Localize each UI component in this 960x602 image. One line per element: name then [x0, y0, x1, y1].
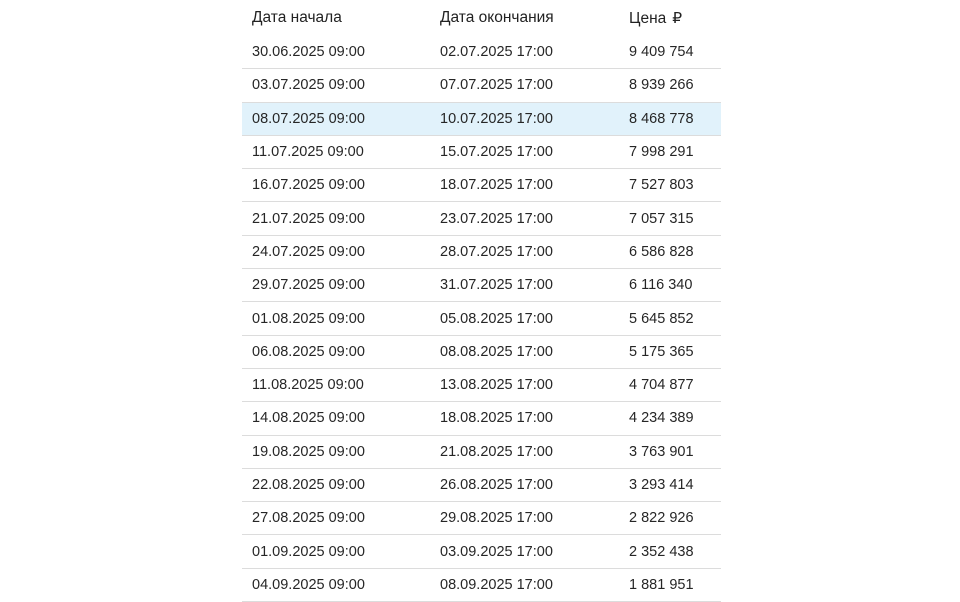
cell-end-date: 13.08.2025 17:00 [440, 377, 553, 394]
cell-end-date: 18.07.2025 17:00 [440, 177, 553, 194]
cell-end-date: 05.08.2025 17:00 [440, 310, 553, 327]
cell-start-date: 01.08.2025 09:00 [252, 310, 365, 327]
cell-end-date: 29.08.2025 17:00 [440, 510, 553, 527]
cell-start-date: 29.07.2025 09:00 [252, 277, 365, 294]
cell-price: 8 468 778 [629, 110, 694, 127]
price-schedule-table [242, 0, 721, 602]
cell-start-date: 19.08.2025 09:00 [252, 443, 365, 460]
cell-price: 3 763 901 [629, 443, 694, 460]
table-row[interactable] [242, 269, 721, 302]
table-row[interactable] [242, 169, 721, 202]
header-price-label: Цена [629, 9, 667, 27]
ruble-icon: ₽ [672, 9, 683, 27]
cell-price: 6 116 340 [629, 277, 693, 294]
table-row[interactable] [242, 336, 721, 369]
table-row[interactable] [242, 236, 721, 269]
table-row[interactable] [242, 69, 721, 102]
cell-end-date: 08.08.2025 17:00 [440, 343, 553, 360]
table-row[interactable] [242, 369, 721, 402]
cell-start-date: 11.08.2025 09:00 [252, 377, 364, 394]
cell-start-date: 24.07.2025 09:00 [252, 243, 365, 260]
cell-start-date: 14.08.2025 09:00 [252, 410, 365, 427]
cell-start-date: 06.08.2025 09:00 [252, 343, 365, 360]
cell-end-date: 31.07.2025 17:00 [440, 277, 553, 294]
cell-end-date: 18.08.2025 17:00 [440, 410, 553, 427]
table-row[interactable] [242, 402, 721, 435]
cell-end-date: 21.08.2025 17:00 [440, 443, 553, 460]
cell-end-date: 02.07.2025 17:00 [440, 44, 553, 61]
table-row[interactable] [242, 469, 721, 502]
cell-start-date: 22.08.2025 09:00 [252, 477, 365, 493]
cell-end-date: 03.09.2025 17:00 [440, 543, 553, 560]
cell-start-date: 04.09.2025 09:00 [252, 576, 365, 593]
cell-start-date: 21.07.2025 09:00 [252, 210, 365, 227]
table-row[interactable] [242, 436, 721, 469]
cell-price: 3 293 414 [629, 477, 694, 493]
cell-start-date: 01.09.2025 09:00 [252, 543, 365, 560]
cell-price: 2 822 926 [629, 510, 694, 527]
cell-price: 7 057 315 [629, 210, 694, 227]
cell-start-date: 27.08.2025 09:00 [252, 510, 365, 527]
cell-price: 7 998 291 [629, 144, 694, 161]
table-body [242, 36, 721, 602]
table-row[interactable] [242, 136, 721, 169]
cell-end-date: 23.07.2025 17:00 [440, 210, 553, 227]
cell-start-date: 16.07.2025 09:00 [252, 177, 365, 194]
cell-end-date: 08.09.2025 17:00 [440, 576, 553, 593]
table-row[interactable] [242, 302, 721, 335]
cell-price: 6 586 828 [629, 243, 694, 260]
header-end-date[interactable]: Дата окончания [440, 9, 554, 26]
table-row[interactable] [242, 569, 721, 602]
cell-start-date: 30.06.2025 09:00 [252, 44, 365, 61]
cell-start-date: 08.07.2025 09:00 [252, 110, 365, 127]
cell-price: 5 175 365 [629, 343, 694, 360]
cell-start-date: 03.07.2025 09:00 [252, 77, 365, 94]
cell-end-date: 26.08.2025 17:00 [440, 477, 553, 493]
cell-end-date: 07.07.2025 17:00 [440, 77, 553, 94]
table-row[interactable] [242, 202, 721, 235]
table-row[interactable] [242, 502, 721, 535]
cell-end-date: 10.07.2025 17:00 [440, 110, 553, 127]
table-row[interactable] [242, 535, 721, 568]
cell-price: 2 352 438 [629, 543, 694, 560]
cell-price: 4 234 389 [629, 410, 694, 427]
cell-price: 8 939 266 [629, 77, 694, 94]
cell-price: 9 409 754 [629, 44, 694, 61]
header-price[interactable] [621, 9, 721, 28]
header-start-date[interactable]: Дата начала [252, 9, 342, 26]
cell-start-date: 11.07.2025 09:00 [252, 144, 364, 161]
cell-price: 1 881 951 [629, 576, 694, 593]
table-row[interactable] [242, 103, 721, 136]
cell-price: 7 527 803 [629, 177, 694, 194]
cell-price: 4 704 877 [629, 377, 694, 394]
cell-end-date: 28.07.2025 17:00 [440, 243, 553, 260]
table-header [242, 0, 721, 36]
cell-end-date: 15.07.2025 17:00 [440, 144, 553, 161]
table-row[interactable] [242, 36, 721, 69]
cell-price: 5 645 852 [629, 310, 694, 327]
